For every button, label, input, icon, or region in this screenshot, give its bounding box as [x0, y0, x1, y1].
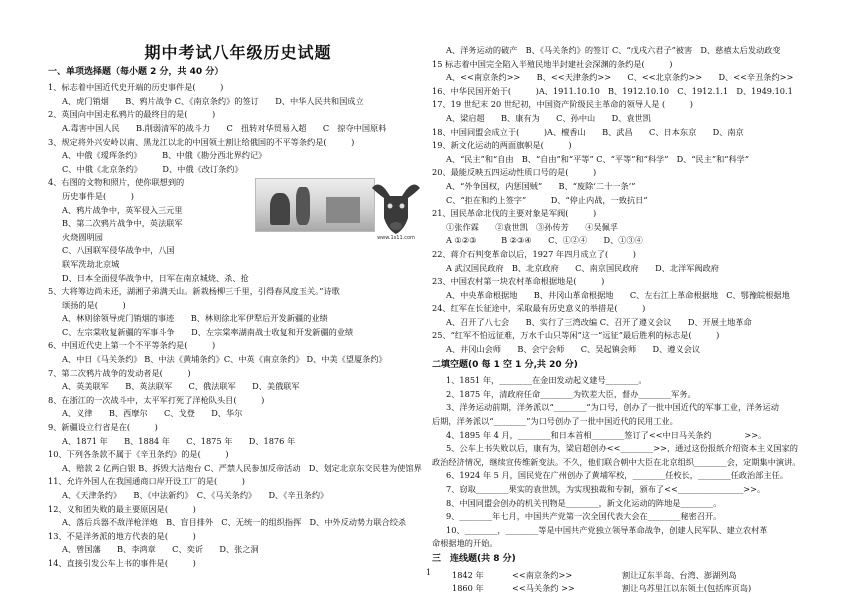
- left_lines-line: 11、允许外国人在我国通商口岸开设工厂的是( ): [48, 476, 245, 487]
- left_lines-line: A、中日《马关条约》 B、中法《黄埔条约》C、中英《南京条约》 D、中美《望厦条约》: [62, 354, 387, 365]
- right_lines-line: A、梁启超 B、康有为 C、孙中山 D、袁世凯: [446, 112, 651, 123]
- page-number: 1: [426, 568, 432, 577]
- left_lines-line: 4、右图的文物和照片，使你联想到的: [48, 177, 185, 188]
- section-heading-choice: 一、单项选择题（每小题 2 分，共 40 分）: [48, 66, 224, 77]
- left_lines-line: 10、下列各条款不属于《辛丑条约》的是( ): [48, 449, 229, 460]
- fill-in-questions: [432, 374, 837, 551]
- right_lines-line: 20、最能反映五四运动性质口号的是( ): [432, 167, 597, 178]
- fill_lines-line: 2、1875 年，清政府任命________为钦差大臣，督办________军务。: [446, 388, 696, 399]
- match-year: 1860 年: [452, 583, 484, 594]
- right_lines-line: A ①②③ B ②③④ C、①②④ D、①③④: [446, 235, 643, 246]
- left_lines-line: 火烧圆明园: [62, 231, 103, 242]
- matching-table: [432, 569, 837, 596]
- left_lines-line: A、英美联军 B、英法联军 C、俄法联军 D、美俄联军: [62, 381, 300, 392]
- right_lines-line: A、<<南京条约>> B、<<天津条约>> C、<<北京条约>> D、<<辛丑条约>>: [446, 72, 794, 83]
- left_lines-line: 13、不是洋务派的地方代表的是( ): [48, 530, 196, 541]
- right_lines-line: A、井冈山会师 B、会宁会师 C、吴起镇会师 D、遵义会议: [446, 344, 701, 355]
- section-heading-fill: 二填空题(0 每 1 空 1 分,共 20 分): [432, 359, 578, 370]
- left_lines-line: 9、新疆设立行省是在( ): [48, 422, 158, 433]
- right_lines-line: C、“拒在和约上签字” D、“停止内战，一致抗日”: [446, 194, 648, 205]
- match-treaty: <<南京条约>>: [512, 569, 573, 580]
- right_lines-line: 25、“红军不怕远征难，万水千山只等闲”这一“远征”最后胜利的标志是( ): [432, 330, 720, 341]
- left_lines-line: C、左宗棠收复新疆的军事斗争 D、左宗棠率湖南战士收复和开发新疆的业绩: [62, 326, 354, 337]
- right_lines-line: A、洋务运动的破产 B、《马关条约》的签订 C、“戊戌六君子”被害 D、慈禧太后发动政变: [446, 45, 781, 55]
- fill_lines-line: 6、1924 年 5 月，国民党在广州创办了黄埔军校，________任校长，________任政治部主任。: [446, 470, 789, 481]
- image-watermark: www.1s11.com: [377, 235, 415, 240]
- right_lines-line: ①张作霖 ②袁世凯 ③孙传芳 ④吴佩孚: [446, 221, 618, 232]
- page-title: 期中考试八年级历史试题: [144, 43, 332, 62]
- left_lines-line: 联军洗劫北京城: [62, 258, 120, 269]
- fill_lines-line: 3、洋务运动前期，洋务派以“________”为口号，创办了一批中国近代的军事工业，洋务运动: [446, 402, 779, 413]
- right_lines-line: 21、国民革命北伐的主要对象是军阀( ): [432, 208, 597, 219]
- left-column: [48, 0, 428, 571]
- left_lines-line: A、鸦片战争中，英军侵入三元里: [62, 204, 183, 215]
- section-heading-match: 三 连线题(共 8 分): [432, 553, 516, 564]
- right_lines-line: 22、蒋介石判变革命以后，1927 年四月成立了( ): [432, 248, 636, 259]
- right_lines-line: 17、19 世纪末 20 世纪初，中国资产阶级民主革命的领导人是 ( ): [432, 99, 693, 110]
- left_lines-line: A、落后兵器不敌洋枪洋炮 B、盲目排外 C、无统一的组织指挥 D、中外反动势力联合绞杀: [62, 517, 407, 528]
- fill_lines-line: 4、1895 年 4 月，________和日本首相________签订了<<中日马关条约 >>。: [446, 429, 767, 440]
- right_lines-line: A、“民主”和“自由 B、“自由”和“平等” C、“平等”和“科学” D、“民主”和“科学”: [446, 153, 750, 164]
- right_lines-line: 23、中国农村第一块农村革命根据地是( ): [432, 276, 605, 287]
- right_lines-line: A、中央革命根据地 B、井冈山革命根据地 C、左右江上革命根据地 C、鄂豫皖根据地: [446, 289, 790, 300]
- right_lines-line: 15 标志着中国完全陷入半殖民地半封建社会深渊的条约是( ): [432, 58, 673, 69]
- left_lines-line: A、赔款 2 亿两白银 B、拆毁大沽炮台 C、严禁人民参加反帝活动 D、划定北京东交民巷为使馆界: [62, 462, 422, 473]
- right_lines-line: A 武汉国民政府 B、北京政府 C、南京国民政府 D、北洋军阀政府: [446, 262, 719, 273]
- match-row: [432, 569, 837, 583]
- fill_lines-line: 10、________，________等是中国共产党独立领导革命战争，创建人民军队、建立农村革: [446, 524, 768, 535]
- match-treaty: <<马关条约 >>: [512, 583, 575, 594]
- left_lines-line: A、1871 年 B、1884 年 C、1875 年 D、1876 年: [62, 435, 296, 446]
- left_lines-line: 1、标志着中国近代史开端的历史事件是( ): [48, 82, 224, 93]
- left_lines-line: A、中俄《瑷珲条约》 B、中俄《勘分西北界约记》: [62, 150, 267, 161]
- left_lines-line: 14、直接引发公车上书的事件是( ): [48, 557, 196, 568]
- left_lines-line: A.毒害中国人民 B.削弱清军的战斗力 C 扭转对华贸易入超 C 掠夺中国原料: [62, 122, 387, 133]
- yuanmingyuan-ruins-photo: [255, 178, 375, 232]
- bronze-ox-head-image: [368, 178, 424, 240]
- fill_lines-line: 5、公车上书失败以后，康有为，梁启超创办<<________>>，通过这份报纸介绍资本主义国家的: [446, 443, 798, 454]
- fill_lines-line: 命根据地的开始。: [432, 538, 498, 549]
- choice-questions-left: [48, 81, 428, 570]
- left_lines-line: C、中俄《北京条约》 D、中俄《改订条约》: [62, 163, 243, 174]
- fill_lines-line: 后期，洋务派以“________”为口号创办了一批中国近代的民用工业。: [432, 416, 678, 427]
- right-column: [432, 0, 837, 596]
- fill_lines-line: 政治经济情况，继续宣传维新变法。不久，他们联合朝中大臣在北京组织________会，定期集中演讲。: [432, 456, 801, 467]
- fill_lines-line: 8、中国同盟会创办的机关刊物是________，新文化运动的阵地是________。: [446, 497, 722, 508]
- fill_lines-line: 1、1851 年，________在金田发动起义建号________。: [446, 375, 647, 386]
- match-content: 割让乌苏里江以东领土(包括库页岛): [622, 583, 752, 594]
- match-year: 1842 年: [452, 569, 484, 580]
- match-row: [432, 582, 837, 596]
- left_lines-line: A、曾国藩 B、李鸿章 C、奕䜣 D、张之洞: [62, 544, 259, 555]
- right_lines-line: 18、中国同盟会成立于( )A、檀香山 B、武昌 C、日本东京 D、南京: [432, 126, 744, 137]
- left_lines-line: D、日本全面侵华战争中，日军在南京城烧、杀、抢: [62, 272, 249, 283]
- left_lines-line: A、林则徐领导虎门销烟的事迹 B、林则徐北军伊犁后开发新疆的业绩: [62, 313, 328, 324]
- left_lines-line: A、义律 B、西摩尔 C、戈登 D、华尔: [62, 408, 243, 419]
- left_lines-line: 颂扬的是( ): [62, 299, 126, 310]
- right_lines-line: A、召开了八七会 B、实行了三湾改编 C、召开了遵义会议 D、开展土地革命: [446, 316, 752, 327]
- left_lines-line: 12、义和团失败的最主要原因是( ): [48, 503, 196, 514]
- left_lines-line: 5、大将筹边尚未还，湖湘子弟满天山。新栽杨柳三千里，引得春风度玉关。”诗歌: [48, 286, 340, 297]
- right_lines-line: A、“外争国权，内惩国贼” B、“废除‘二十一条’”: [446, 180, 636, 191]
- choice-questions-right: [432, 44, 837, 357]
- right_lines-line: 24、红军在长征途中，采取最有历史意义的举措是( ): [432, 303, 646, 314]
- left_lines-line: C、八国联军侵华战争中，八国: [62, 245, 175, 256]
- left_lines-line: 历史事件是( ): [62, 190, 134, 201]
- left_lines-line: A、《天津条约》 B、《中法新约》 C、《马关条约》 D、《辛丑条约》: [62, 490, 329, 500]
- left_lines-line: 7、第二次鸦片战争的发动者是( ): [48, 367, 191, 378]
- left_lines-line: 8、在浙江的一次战斗中，太平军打死了洋枪队头目( ): [48, 394, 265, 405]
- right_lines-line: 16、中华民国开始于( )A、1911.10.10 B、1912.10.10 C、1912.1.1 D、1949.10.1: [432, 85, 793, 96]
- match-content: 割让辽东半岛、台湾、澎湖列岛: [622, 569, 737, 580]
- fill_lines-line: 9、________年七月，中国共产党第一次全国代表大会在________秘密召开。: [446, 511, 722, 522]
- left_lines-line: B、第二次鸦片战争中，英法联军: [62, 218, 183, 229]
- left_lines-line: 2、英国向中国走私鸦片的最终目的是( ): [48, 109, 216, 120]
- fill_lines-line: 7、窃取________果实的袁世凯，为实现独裁和专制，颁布了<<________________>>。: [446, 484, 766, 494]
- right_lines-line: 19、新文化运动的两面旗帜是( ): [432, 140, 572, 151]
- left_lines-line: A、虎门销烟 B、鸦片战争 C、《南京条约》的签订 D、中华人民共和国成立: [62, 95, 364, 106]
- left_lines-line: 6、中国近代史上第一个不平等条约是( ): [48, 340, 216, 351]
- left_lines-line: 3、规定将外兴安岭以南、黑龙江以北的中国领土割让给俄国的不平等条约是( ): [48, 136, 355, 147]
